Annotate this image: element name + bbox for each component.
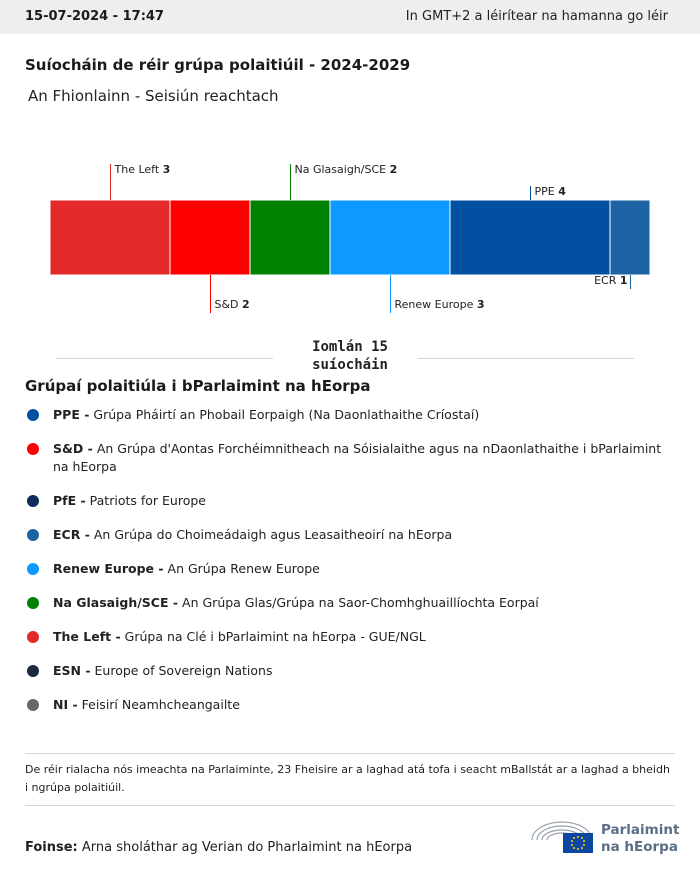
legend-item-ni	[25, 696, 675, 714]
segment-label-ecr: ECR 1	[594, 274, 628, 287]
seats-chart	[0, 150, 700, 330]
legend-desc: An Grúpa Glas/Grúpa na Saor-Chomhghuaillíochta Eorpaí	[182, 595, 539, 610]
legend-abbr: PfE -	[53, 493, 86, 508]
legend-item-esn	[25, 662, 675, 680]
timezone-note: In GMT+2 a léirítear na hamanna go léir	[405, 9, 668, 24]
legend-abbr: Na Glasaigh/SCE -	[53, 595, 179, 610]
timestamp: 15-07-2024 - 17:47	[25, 9, 164, 24]
rules-note: De réir rialacha nós imeachta na Parlaiminte, 23 Fheisire ar a laghad atá tofa i seacht mBallstát ar a laghad a bheidh i ngrúpa polaitiúil.	[25, 763, 670, 794]
legend-item-pfe	[25, 492, 675, 510]
legend-abbr: The Left -	[53, 629, 121, 644]
legend-desc: An Grúpa Renew Europe	[167, 561, 320, 576]
logo-line-2: na hEorpa	[601, 839, 678, 855]
legend-dot	[27, 563, 39, 575]
legend-abbr: PPE -	[53, 407, 90, 422]
legend-dot	[27, 597, 39, 609]
legend-dot	[27, 665, 39, 677]
legend-dot	[27, 529, 39, 541]
source-label: Foinse:	[25, 840, 78, 855]
source-text: Arna sholáthar ag Verian do Pharlaimint na hEorpa	[81, 840, 413, 855]
legend-dot	[27, 409, 39, 421]
divider	[25, 805, 675, 806]
european-parliament-logo	[529, 814, 679, 858]
legend-dot	[27, 631, 39, 643]
legend-abbr: ECR -	[53, 527, 90, 542]
top-bar	[0, 0, 700, 34]
legend-abbr: NI -	[53, 697, 78, 712]
bar-segment-ppe	[450, 200, 610, 275]
segment-label-renew-europe: Renew Europe 3	[394, 298, 485, 311]
divider	[25, 753, 675, 754]
logo-line-1: Parlaimint	[601, 822, 680, 838]
bar-segment-renew-europe	[330, 200, 450, 275]
legend-desc: Grúpa Pháirtí an Phobail Eorpaigh (Na Daonlathaithe Críostaí)	[93, 407, 480, 422]
segment-label-the-left: The Left 3	[114, 163, 171, 176]
segment-label-na-glasaigh-sce: Na Glasaigh/SCE 2	[294, 163, 398, 176]
bar-segment-ecr	[610, 200, 650, 275]
chart-subtitle: An Fhionlainn - Seisiún reachtach	[28, 87, 279, 105]
segment-label-s-d: S&D 2	[214, 298, 250, 311]
total-divider-left	[56, 358, 273, 359]
legend-desc: Feisirí Neamhcheangailte	[81, 697, 240, 712]
parliament-hemicycle-icon	[529, 816, 595, 856]
legend-item-left	[25, 628, 675, 646]
legend-dot	[27, 699, 39, 711]
legend-item-renew	[25, 560, 675, 578]
legend-dot	[27, 495, 39, 507]
total-seats-label: Iomlán 15 suíocháin	[312, 339, 388, 373]
legend-desc: Europe of Sovereign Nations	[94, 663, 273, 678]
legend-dot	[27, 443, 39, 455]
bar-segment-s-d	[170, 200, 250, 275]
logo-text	[601, 822, 679, 856]
legend-desc: Grúpa na Clé i bParlaimint na hEorpa - GUE/NGL	[124, 629, 426, 644]
legend-desc: An Grúpa do Choimeádaigh agus Leasaitheoirí na hEorpa	[93, 527, 453, 542]
chart-title: Suíocháin de réir grúpa polaitiúil - 2024-2029	[25, 56, 411, 74]
total-divider-right	[418, 358, 634, 359]
segment-label-ppe: PPE 4	[534, 185, 566, 198]
legend	[25, 406, 675, 730]
legend-desc: Patriots for Europe	[89, 493, 206, 508]
legend-item-ppe	[25, 406, 675, 424]
legend-item-greens	[25, 594, 675, 612]
bar-segment-the-left	[50, 200, 170, 275]
legend-abbr: Renew Europe -	[53, 561, 164, 576]
bar-segment-na-glasaigh-sce	[250, 200, 330, 275]
legend-title: Grúpaí polaitiúla i bParlaimint na hEorpa	[25, 377, 371, 395]
legend-abbr: ESN -	[53, 663, 91, 678]
legend-desc: An Grúpa d'Aontas Forchéimnitheach na Sóisialaithe agus na nDaonlathaithe i bParlaimint na hEorpa	[53, 441, 662, 474]
legend-item-ecr	[25, 526, 675, 544]
legend-item-sd	[25, 440, 675, 476]
source-line	[25, 840, 412, 855]
legend-abbr: S&D -	[53, 441, 93, 456]
